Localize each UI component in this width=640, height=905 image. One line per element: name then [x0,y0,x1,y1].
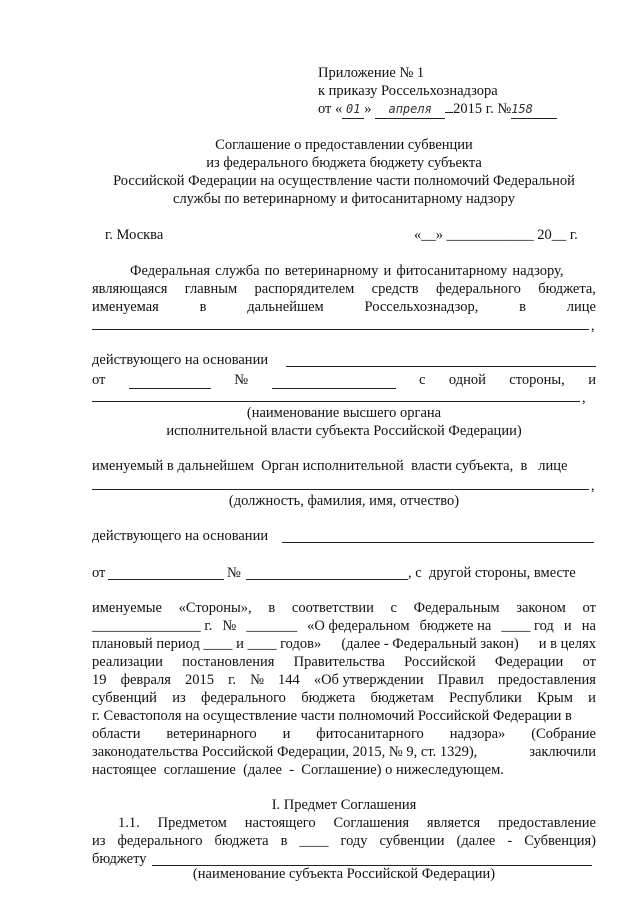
text-fragment: бюджета [214,833,269,849]
text-fragment: являющаяся [92,281,168,297]
text-fragment: распорядителем [254,281,355,297]
text-fragment: бюджета, [538,281,596,297]
order-day: 01 [342,101,364,119]
text-fragment: из [172,690,186,706]
party2-designation: именуемый в дальнейшем Орган исполнительной власти субъекта, в лице [92,458,568,474]
text-fragment: плановый период ____ и ____ годов» [92,636,322,652]
text-fragment: 2015 [185,672,215,688]
text-fragment: (далее [456,833,496,849]
order-reference: к приказу Россельхознадзора [318,83,498,99]
text-fragment: ____ [299,833,329,849]
party1-basis-label: действующего на основании [92,352,269,368]
order-month: апреля [375,101,445,119]
text-fragment: бюджетам [370,690,434,706]
party2-basis-number-blank [246,579,408,580]
party2-basis-date-blank [108,579,224,580]
text-fragment: «Стороны», [178,600,252,616]
text-fragment: соответствии [291,600,374,616]
text-fragment: «О федеральном [307,618,410,634]
text-fragment: ____ год [501,618,554,634]
text-fragment: в [199,299,207,315]
text-fragment: (далее - Федеральный закон) [341,636,519,652]
party1-basis-blank [286,366,596,367]
text-fragment: является [426,815,481,831]
text-fragment: Соглашения [333,815,410,831]
text-fragment: области [92,726,141,742]
text-fragment: реализации [92,654,163,670]
party2-representative-blank [92,489,589,490]
text-fragment: № [222,618,237,634]
text-fragment: Республики [449,690,522,706]
preamble-line-8 [92,726,596,743]
text-fragment: бюджета [301,690,356,706]
text-fragment: Правил [437,672,484,688]
text-fragment: в [280,833,288,849]
party1-representative-blank [92,329,589,330]
preamble-line-4 [92,654,596,671]
preamble-line-3 [92,636,596,653]
text-fragment: февраля [120,672,171,688]
preamble-line-1 [92,600,596,617]
text-fragment: году [340,833,368,849]
text-fragment: законом [516,600,566,616]
clause-1-1-line-3: бюджету [92,851,147,867]
text-fragment: ветеринарного [166,726,257,742]
text-fragment: именуемая [92,299,159,315]
agreement-title-line-2: из федерального бюджета бюджету субъекта [206,155,482,171]
party2-name-blank [92,401,580,402]
text-fragment: Россельхознадзор, [364,299,479,315]
preamble-line-10: настоящее соглашение (далее - Соглашение) о нижеследующем. [92,762,504,778]
text-fragment: Крым [537,690,573,706]
text-fragment: субвенции [379,833,445,849]
text-fragment: федерального [200,690,286,706]
text-fragment: главным [184,281,238,297]
section-1-heading: I. Предмет Соглашения [271,797,417,813]
text-fragment: - [507,833,513,849]
party2-representative-caption: (должность, фамилия, имя, отчество) [228,493,460,509]
text-fragment: 144 [278,672,300,688]
text-fragment: с [390,600,397,616]
text-fragment: средств [371,281,419,297]
text-fragment: настоящего [244,815,316,831]
text-fragment: субвенций [92,690,157,706]
party1-name: Федеральная служба по ветеринарному и фитосанитарному надзору, [130,263,564,279]
text-fragment: и [588,690,596,706]
party1-line-2 [92,281,596,298]
text-fragment: Российской [404,654,476,670]
text-fragment: «Об утверждении [313,672,424,688]
text-fragment: и в целях [538,636,596,652]
agreement-title-line-4: службы по ветеринарному и фитосанитарному надзору [173,191,515,207]
text-fragment: федерального [435,281,521,297]
text-fragment: из [92,833,106,849]
order-year: 2015 [453,101,483,117]
party1-basis-date-line [92,372,596,389]
appendix-label: Приложение № 1 [318,65,425,81]
text-fragment: и [588,372,596,388]
text-fragment: 19 [92,672,107,688]
text-fragment: дальнейшем [247,299,324,315]
text-fragment: бюджете на [419,618,492,634]
party2-name-caption-2: исполнительной власти субъекта Российской Федерации) [166,423,522,439]
text-fragment: № [234,372,249,388]
text-fragment: фитосанитарного [316,726,424,742]
subject-name-caption: (наименование субъекта Российской Федерации) [192,866,496,882]
party1-line-3 [92,299,596,316]
fill-in-blank [129,372,211,389]
text-fragment: стороны, [509,372,565,388]
text-fragment: Предметом [157,815,227,831]
text-fragment: в [519,299,526,315]
preamble-line-6 [92,690,596,707]
text-fragment: от [582,600,596,616]
order-number: 158 [511,101,557,119]
text-fragment: одной [448,372,486,388]
text-fragment: 1.1. [118,815,140,831]
text-fragment: законодательства Российской Федерации, 2015, № 9, ст. 1329), [92,744,478,760]
text-fragment: от [92,372,106,388]
party2-basis-label: действующего на основании [92,528,269,544]
party2-basis-blank [282,542,594,543]
text-fragment: г. Севастополя на осуществление части полномочий Российской Федерации в [92,708,572,724]
text-fragment: лице [566,299,596,315]
text-fragment: и [563,618,572,634]
text-fragment: надзора» [449,726,506,742]
order-date-number: от « 01 » апреля 2015 г. №158 [318,101,557,119]
clause-1-1-line-1 [118,815,596,832]
preamble-line-5 [92,672,596,689]
text-fragment: _______________ г. [92,618,213,634]
text-fragment: (Собрание [531,726,596,742]
text-fragment: постановления [182,654,275,670]
text-fragment: на [581,618,596,634]
city: г. Москва [105,227,164,243]
text-fragment: _______ [246,618,298,634]
text-fragment: Правительства [293,654,385,670]
text-fragment: с [419,372,426,388]
text-fragment: федерального [117,833,203,849]
text-fragment: предоставления [497,672,596,688]
text-fragment: Федерации [494,654,564,670]
agreement-title-line-3: Российской Федерации на осуществление части полномочий Федеральной [113,173,575,189]
text-fragment: № [250,672,264,688]
agreement-date-blank: «__» ____________ 20__ г. [414,227,578,243]
agreement-title-line-1: Соглашение о предоставлении субвенции [215,137,473,153]
preamble-line-7 [92,708,596,725]
preamble-line-2 [92,618,596,635]
fill-in-blank [272,372,396,389]
text-fragment: именуемые [92,600,162,616]
party2-side-label: , с другой стороны, вместе [408,565,576,581]
text-fragment: Федеральным [413,600,500,616]
text-fragment: и [282,726,291,742]
text-fragment: заключили [529,744,596,760]
preamble-line-9 [92,744,596,761]
text-fragment: Субвенция) [524,833,596,849]
text-fragment: предоставление [498,815,596,831]
text-fragment: от [582,654,596,670]
text-fragment: в [268,600,276,616]
clause-1-1-line-2 [92,833,596,850]
document-page: Приложение № 1 к приказу Россельхознадзора от « 01 » апреля 2015 г. №158 Соглашение о предоставлении субвенции из федерального бюджета бюджету субъекта Российской Федерации на осуществление части полномочий Федеральной службы по ветеринарному и фитосанитарному надзору г. Москва «__» ____________ 20__ г. Федеральная служба по ветеринарному и фитосанитарному надзору, являющаяся главным распорядителем средств федерального бюджета, именуемая в дальнейшем Россельхознадзор, в лице , действующего на основании от № с одной стороны, и , (наименование высшего органа исполнительной власти субъекта Российской Федерации) именуемый в дальнейшем Орган исполнительной власти субъекта, в лице , (должность, фамилия, имя, отчество) действующего на основании от № , с другой стороны, вместе именуемые «Стороны», в соответствии с Федеральным законом от _______________ г. № _______ «О федеральном бюджете на ____ год и на плановый период ____ и ____ годов» (далее - Федеральный закон) и в целях реализации постановления Правительства Российской Федерации от 19 февраля 2015 г. № 144 «Об утверждении Правил предоставления субвенций из федерального бюджета бюджетам Республики Крым и г. Севастополя на осуществление части полномочий Российской Федерации в области ветеринарного и фитосанитарного надзора» (Собрание законодательства Российской Федерации, 2015, № 9, ст. 1329), заключили настоящее соглашение (далее - Соглашение) о нижеследующем. I. Предмет Соглашения 1.1. Предметом настоящего Соглашения является предоставление из федерального бюджета в ____ году субвенции (далее - Субвенция) бюджету (наименование субъекта Российской Федерации) [92,65,596,882]
text-fragment: г. [228,672,237,688]
party2-name-caption-1: (наименование высшего органа [246,405,442,421]
